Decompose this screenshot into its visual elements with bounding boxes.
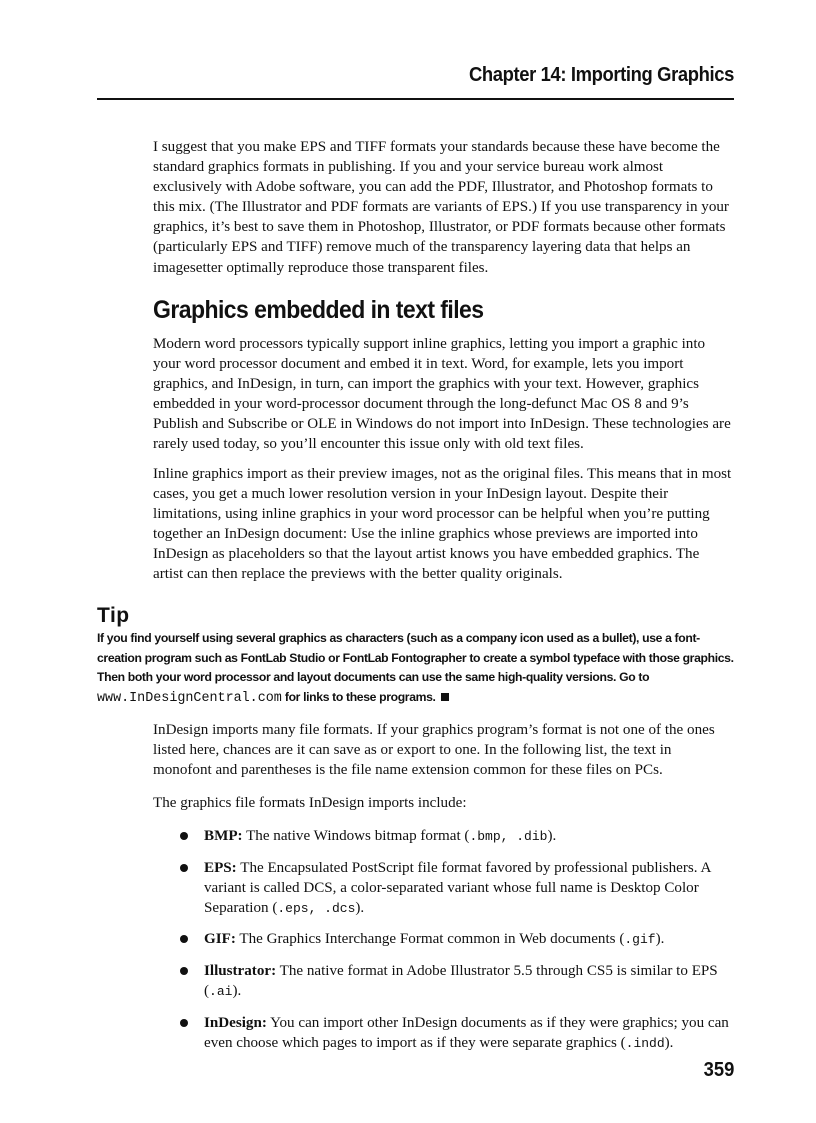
bullet-icon [180,1019,188,1027]
tip-label: Tip [97,604,130,627]
list-item [180,929,734,950]
tip-url-link[interactable]: www.InDesignCentral.com [97,690,282,706]
format-term: BMP: [204,828,243,844]
file-extension: .ai [209,984,233,1000]
format-description: You can import other InDesign documents as if they were graphics; you can even choose which pages to import as if they were separate graphics ( [204,1014,729,1051]
format-description: The native format in Adobe Illustrator 5.5 through CS5 is similar to EPS ( [204,962,718,1000]
section-paragraph-2: Inline graphics import as their preview images, not as the original files. This means that in most cases, you get a much lower resolution version in your InDesign layout. Despite their limitations, using inline graphics in your word processor can be helpful when you’re putting together an InDesign document: Use the inline graphics whose previews are imported into InDesign as placeholders so that the layout artist knows you have embedded graphics. The artist can then replace the previews with the better quality originals. [153,466,732,583]
format-description: The Graphics Interchange Format common in Web documents ( [235,931,625,948]
format-description-end: ). [664,1034,674,1051]
format-description-end: ). [232,983,242,1000]
bullet-icon [180,935,188,943]
formats-intro-paragraph: InDesign imports many file formats. If your graphics program’s format is not one of the ones listed here, chances are it can save as or export to one. In the following list, the text in monofont and parentheses is the file name extension common for these files on PCs. [153,722,715,779]
format-description: The native Windows bitmap format ( [242,828,470,844]
file-extension: .bmp, .dib [469,829,548,844]
file-extension: .eps, .dcs [277,900,356,916]
bullet-icon [180,967,188,975]
section-paragraph-1: Modern word processors typically support inline graphics, letting you import a graphic into your word processor document and embed it in text. Word, for example, lets you import graphics, and InDesign, in turn, can import the graphics with your text. However, graphics embedded in your word-processor document through the long-defunct Mac OS 8 and 9’s Publish and Subscribe or OLE in Windows do not import into InDesign. These technologies are rarely used today, so you’ll encounter this issue only with old text files. [153,336,731,453]
list-item [180,1013,734,1054]
intro-paragraph: I suggest that you make EPS and TIFF formats your standards because these have become the standard graphics formats in publishing. If you and your service bureau work almost exclusively with Adobe software, you can add the PDF, Illustrator, and Photoshop formats to this mix. (The Illustrator and PDF formats are variants of EPS.) If you use transparency in your graphics, it’s best to save them in Photoshop, Illustrator, or PDF formats because other formats (particularly EPS and TIFF) remove much of the transparency layering data that helps an imagesetter optimally reproduce those transparent files. [153,139,729,276]
format-term: InDesign: [204,1014,267,1031]
bullet-icon [180,832,188,840]
header-rule [97,98,734,100]
file-extension: .indd [625,1035,665,1051]
format-term: GIF: [204,931,236,948]
end-of-tip-square-icon [441,693,449,701]
list-intro: The graphics file formats InDesign imports include: [153,795,467,811]
formats-list [180,826,734,1064]
list-item [180,961,734,1002]
page-number: 359 [703,1059,734,1081]
list-item [180,858,734,919]
section-heading: Graphics embedded in text files [153,296,484,324]
running-head-chapter-title: Chapter 14: Importing Graphics [468,64,734,86]
format-description-end: ). [355,899,365,916]
format-description: The Encapsulated PostScript file format favored by professional publishers. A variant is called DCS, a color-separated variant whose full name is Desktop Color Separation ( [204,859,711,916]
file-extension: .gif [624,932,656,948]
tip-text-before-url: If you find yourself using several graphics as characters (such as a company icon used as a bullet), use a font-creation program such as FontLab Studio or FontLab Fontographer to create a symbol typeface with those graphics. Then both your word processor and layout documents can use the same high-quality versions. Go to [97,631,734,684]
tip-body [97,629,734,708]
tip-text-after-url: for links to these programs. [281,689,436,704]
bullet-icon [180,864,188,872]
format-description-end: ). [655,931,665,948]
format-term: EPS: [204,859,237,876]
format-description-end: ). [547,828,557,844]
list-item [180,826,734,847]
format-term: Illustrator: [204,962,277,979]
